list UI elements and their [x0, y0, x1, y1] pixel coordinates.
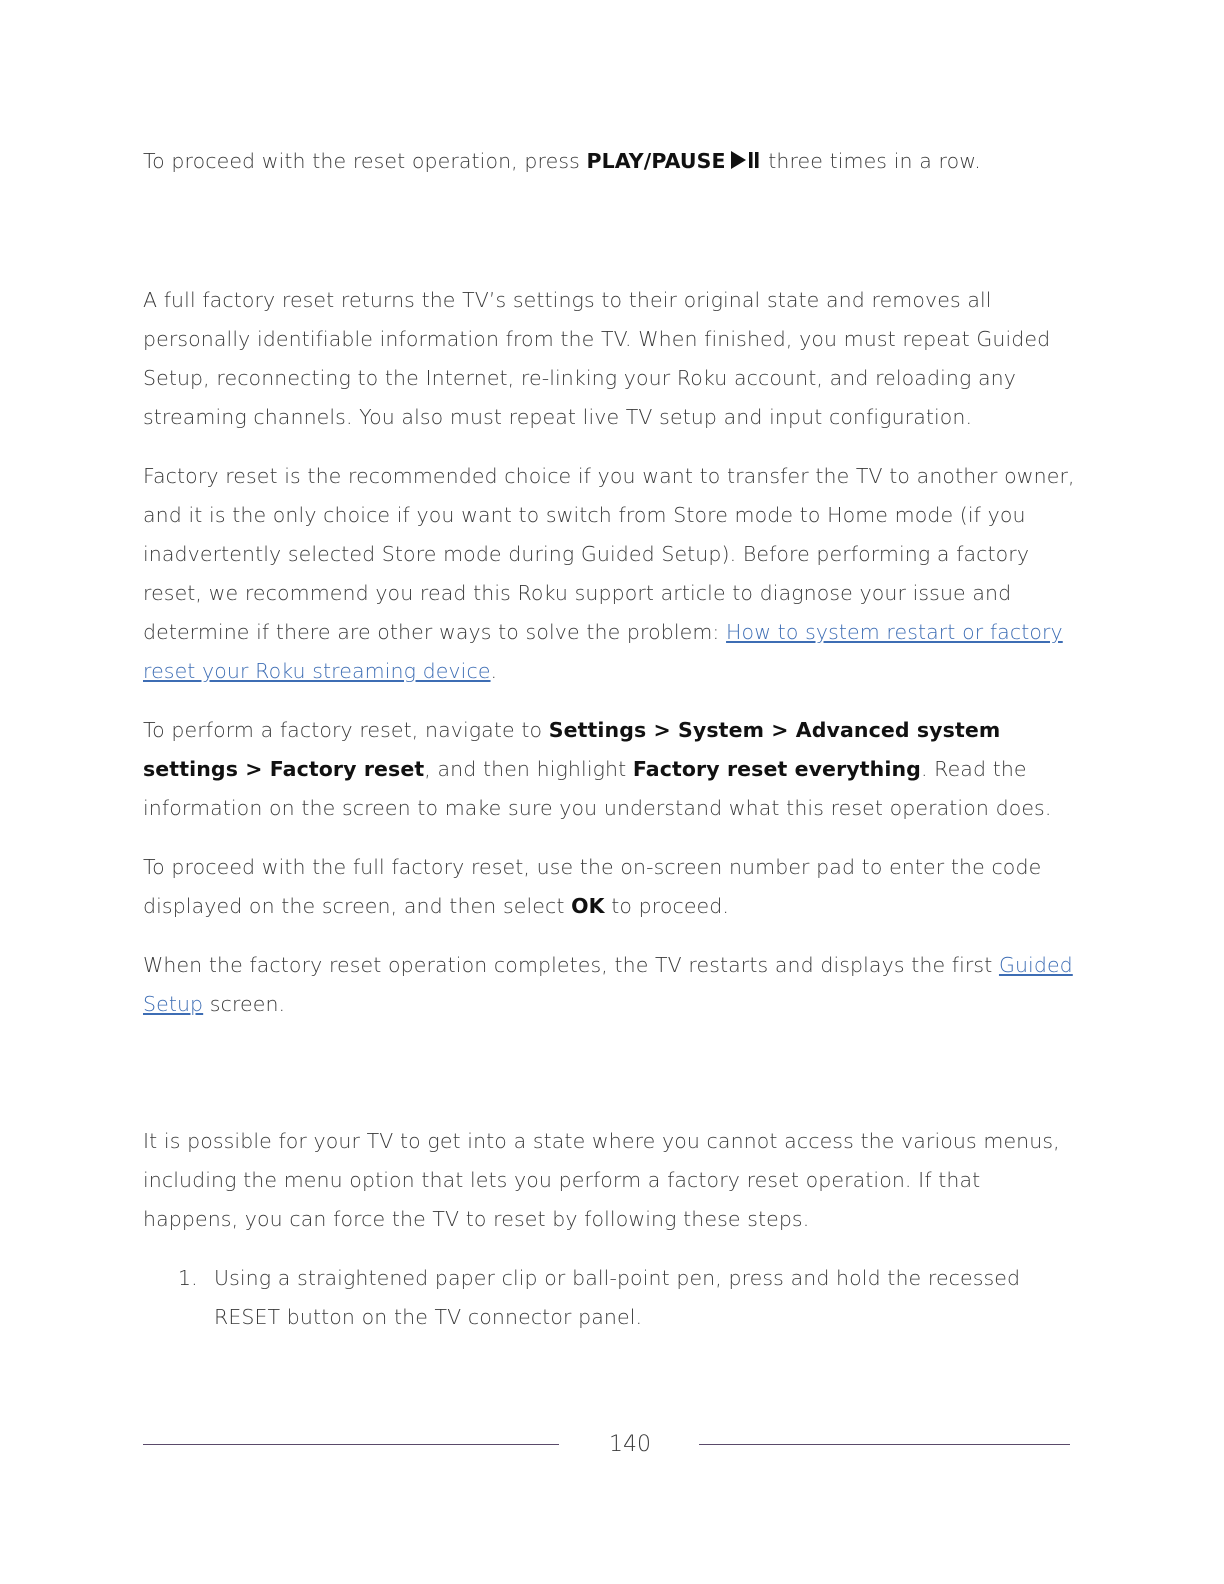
- factory-reset-code-instruction: [143, 848, 1078, 926]
- page-content: [143, 142, 1078, 1337]
- factory-reset-complete: [143, 946, 1078, 1024]
- text: A full factory reset returns the TV’s settings to their original state and removes all personally identifiable information from the TV. When finished, you must repeat Guided Setup, reconnecting to the Internet, re-linking your Roku account, and reloading any streaming channels. You also must repeat live TV setup and input configuration.: [143, 288, 1051, 429]
- text: When the factory reset operation completes, the TV restarts and displays the first: [143, 953, 999, 977]
- force-reset-intro: [143, 1122, 1078, 1239]
- play-pause-icon: [730, 144, 760, 183]
- footer-divider-right: [699, 1444, 1070, 1445]
- text: , and then highlight: [424, 757, 633, 781]
- page-number: 140: [609, 1432, 651, 1457]
- step-text: Using a straightened paper clip or ball-point pen, press and hold the recessed RESET button on the TV connector panel.: [214, 1266, 1021, 1329]
- text: Factory reset is the recommended choice if you want to transfer the TV to another owner, and it is the only choice if you want to switch from Store mode to Home mode (if you inadvertently selected Store mode during Guided Setup). Before performing a factory reset, we recommend you read this Roku support article to diagnose your issue and determine if there are other ways to solve the problem:: [143, 464, 1075, 644]
- factory-reset-everything-label: Factory reset everything: [632, 757, 921, 781]
- text: .: [490, 659, 498, 683]
- text: three times in a row.: [761, 149, 981, 173]
- text: screen.: [203, 992, 286, 1016]
- guided-setup-link[interactable]: Guided Setup: [143, 953, 1073, 1016]
- factory-reset-navigation: [143, 711, 1078, 828]
- text: It is possible for your TV to get into a state where you cannot access the various menus, including the menu option that lets you perform a factory reset operation. If that happens, you can force the TV to reset by following these steps.: [143, 1129, 1060, 1231]
- footer-divider-left: [143, 1444, 559, 1445]
- page-footer: [143, 1428, 1070, 1462]
- ok-label: OK: [571, 894, 605, 918]
- text: . Read the information on the screen to make sure you understand what this reset operation does.: [143, 757, 1052, 820]
- steps-list: [143, 1259, 1078, 1337]
- text: To perform a factory reset, navigate to: [143, 718, 549, 742]
- text: to proceed.: [604, 894, 729, 918]
- text: To proceed with the reset operation, press: [143, 149, 587, 173]
- settings-path: Settings > System > Advanced system settings > Factory reset: [143, 718, 1001, 781]
- play-pause-label: PLAY/PAUSE: [586, 149, 726, 173]
- step-number: 1.: [178, 1266, 198, 1290]
- support-article-link[interactable]: How to system restart or factory reset your Roku streaming device: [143, 620, 1063, 683]
- text: To proceed with the full factory reset, use the on-screen number pad to enter the code displayed on the screen, and then select: [143, 855, 1042, 918]
- factory-reset-description: [143, 281, 1078, 437]
- factory-reset-recommendation: [143, 457, 1078, 691]
- reset-instruction-paragraph: [143, 142, 1078, 183]
- list-item: [143, 1259, 1078, 1337]
